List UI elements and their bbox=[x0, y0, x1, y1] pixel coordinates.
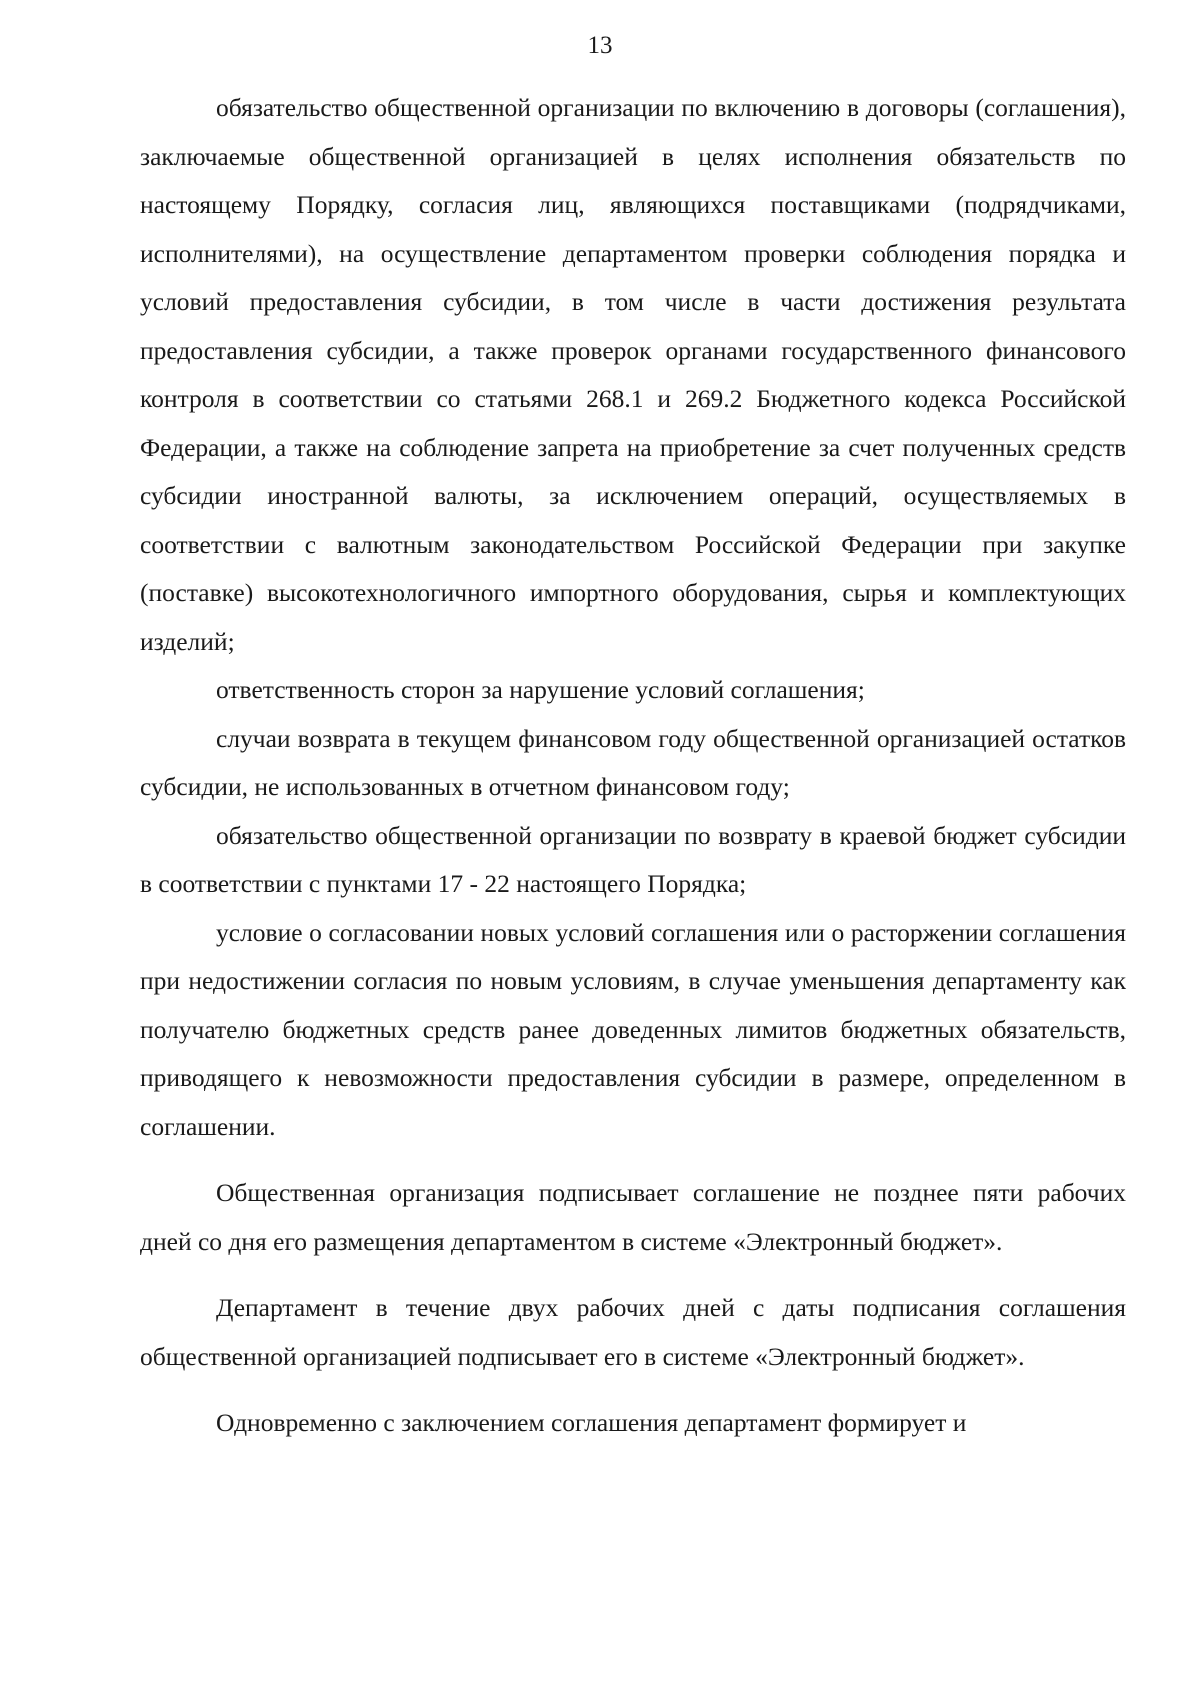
document-body bbox=[140, 84, 1126, 1448]
paragraph-signing-department: Департамент в течение двух рабочих дней с даты подписания соглашения общественной организацией подписывает его в системе «Электронный бюджет». bbox=[140, 1293, 1126, 1371]
paragraph-liability: ответственность сторон за нарушение условий соглашения; bbox=[216, 675, 865, 704]
paragraph-refund-cases: случаи возврата в текущем финансовом году общественной организацией остатков субсидии, не использованных в отчетном финансовом году; bbox=[140, 723, 1126, 801]
paragraph-refund-obligation: обязательство общественной организации по возврату в краевой бюджет субсидии в соответствии с пунктами 17 - 22 настоящего Порядка; bbox=[140, 820, 1126, 898]
paragraph-new-conditions: условие о согласовании новых условий соглашения или о расторжении соглашения при недостижении согласия по новым условиям, в случае уменьшения департаменту как получателю бюджетных средств ранее доведенных лимитов бюджетных обязательств, приводящего к невозможности предоставления субсидии в размере, определенном в соглашении. bbox=[140, 917, 1126, 1141]
paragraph-obligation-contracts: обязательство общественной организации по включению в договоры (соглашения), заключаемые общественной организацией в целях исполнения обязательств по настоящему Порядку, согласия лиц, являющихся поставщиками (подрядчиками, исполнителями), на осуществление департаментом проверки соблюдения порядка и условий предоставления субсидии, в том числе в части достижения результата предоставления субсидии, а также проверок органами государственного финансового контроля в соответствии со статьями 268.1 и 269.2 Бюджетного кодекса Российской Федерации, а также на соблюдение запрета на приобретение за счет полученных средств субсидии иностранной валюты, за исключением операций, осуществляемых в соответствии с валютным законодательством Российской Федерации при закупке (поставке) высокотехнологичного импортного оборудования, сырья и комплектующих изделий; bbox=[140, 93, 1126, 656]
paragraph-simultaneous: Одновременно с заключением соглашения департамент формирует и bbox=[216, 1408, 967, 1437]
paragraph-signing-organization: Общественная организация подписывает соглашение не позднее пяти рабочих дней со дня его размещения департаментом в системе «Электронный бюджет». bbox=[140, 1178, 1126, 1256]
page-number: 13 bbox=[587, 32, 613, 59]
